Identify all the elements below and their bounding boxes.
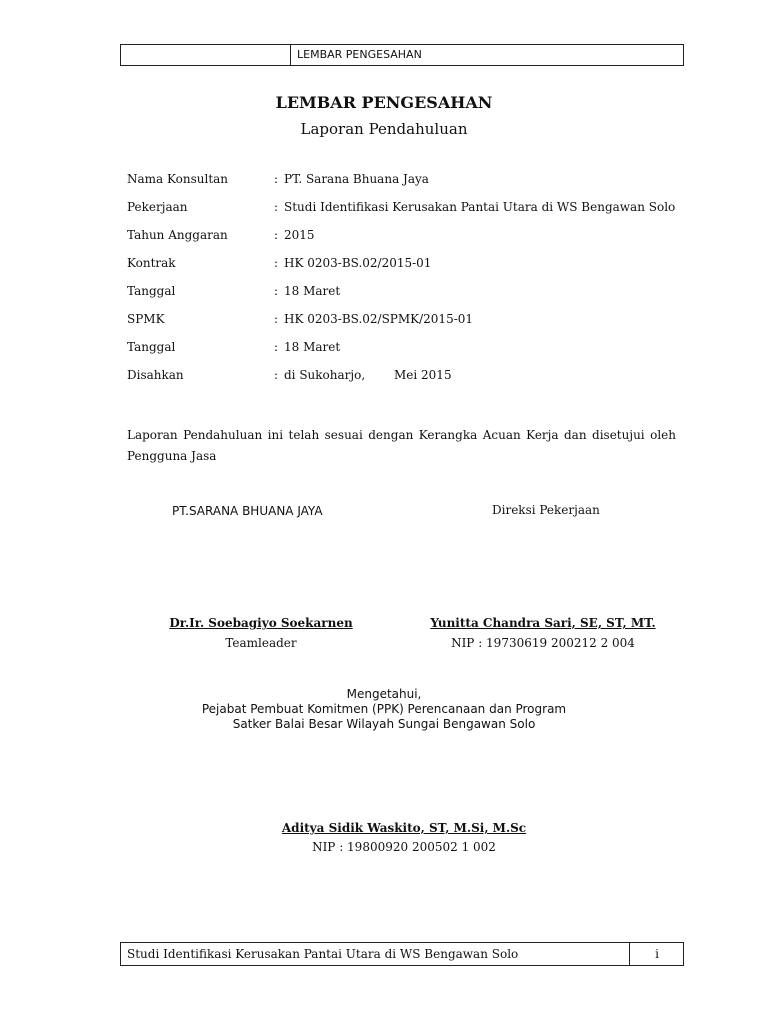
footer-text: Studi Identifikasi Kerusakan Pantai Utara di WS Bengawan Solo bbox=[127, 947, 519, 961]
header-box bbox=[120, 44, 684, 66]
footer-box bbox=[120, 942, 684, 966]
info-row bbox=[127, 172, 687, 200]
ppk-nip: NIP : 19800920 200502 1 002 bbox=[312, 840, 496, 854]
info-label: Tanggal bbox=[127, 284, 176, 298]
ppk-name: Aditya Sidik Waskito, ST, M.Si, M.Sc bbox=[281, 821, 527, 835]
direksi-nip: NIP : 19730619 200212 2 004 bbox=[451, 636, 635, 650]
info-label: Tanggal bbox=[127, 340, 176, 354]
info-colon: : bbox=[274, 172, 279, 186]
info-value: Studi Identifikasi Kerusakan Pantai Utara di WS Bengawan Solo bbox=[284, 200, 676, 214]
info-label: Nama Konsultan bbox=[127, 172, 229, 186]
teamleader-name: Dr.Ir. Soebagiyo Soekarnen bbox=[169, 616, 353, 630]
info-value: 18 Maret bbox=[284, 284, 341, 298]
teamleader-role: Teamleader bbox=[225, 636, 297, 650]
info-colon: : bbox=[274, 200, 279, 214]
info-row bbox=[127, 312, 687, 340]
info-value-date: Mei 2015 bbox=[394, 368, 452, 382]
info-label: Disahkan bbox=[127, 368, 184, 382]
consultant-org: PT.SARANA BHUANA JAYA bbox=[172, 504, 323, 518]
acknowledge-line-2: Pejabat Pembuat Komitmen (PPK) Perencanaan dan Program bbox=[201, 702, 567, 716]
info-row bbox=[127, 340, 687, 368]
approval-statement: Laporan Pendahuluan ini telah sesuai dengan Kerangka Acuan Kerja dan disetujui oleh Pengguna Jasa bbox=[127, 428, 676, 463]
info-row bbox=[127, 228, 687, 256]
direksi-label: Direksi Pekerjaan bbox=[492, 503, 600, 517]
info-colon: : bbox=[274, 228, 279, 242]
info-label: SPMK bbox=[127, 312, 165, 326]
page-number: i bbox=[655, 947, 659, 961]
info-colon: : bbox=[274, 368, 279, 382]
page-subtitle: Laporan Pendahuluan bbox=[300, 120, 468, 138]
acknowledge-line-1: Mengetahui, bbox=[346, 687, 422, 701]
info-label: Tahun Anggaran bbox=[127, 228, 228, 242]
info-value: di Sukoharjo, bbox=[284, 368, 366, 382]
info-row bbox=[127, 368, 687, 396]
info-row bbox=[127, 256, 687, 284]
page-title: LEMBAR PENGESAHAN bbox=[275, 93, 493, 112]
info-row bbox=[127, 200, 687, 228]
direksi-name: Yunitta Chandra Sari, SE, ST, MT. bbox=[430, 616, 656, 630]
info-label: Pekerjaan bbox=[127, 200, 188, 214]
info-value: HK 0203-BS.02/SPMK/2015-01 bbox=[284, 312, 474, 326]
info-label: Kontrak bbox=[127, 256, 176, 270]
info-value: PT. Sarana Bhuana Jaya bbox=[284, 172, 429, 186]
info-colon: : bbox=[274, 340, 279, 354]
info-value: HK 0203-BS.02/2015-01 bbox=[284, 256, 432, 270]
info-table bbox=[127, 172, 687, 396]
header-divider bbox=[290, 45, 291, 65]
info-value: 2015 bbox=[284, 228, 315, 242]
info-colon: : bbox=[274, 312, 279, 326]
header-label: LEMBAR PENGESAHAN bbox=[297, 48, 422, 61]
info-row bbox=[127, 284, 687, 312]
info-value: 18 Maret bbox=[284, 340, 341, 354]
info-colon: : bbox=[274, 256, 279, 270]
acknowledge-line-3: Satker Balai Besar Wilayah Sungai Bengawan Solo bbox=[232, 717, 536, 731]
info-colon: : bbox=[274, 284, 279, 298]
